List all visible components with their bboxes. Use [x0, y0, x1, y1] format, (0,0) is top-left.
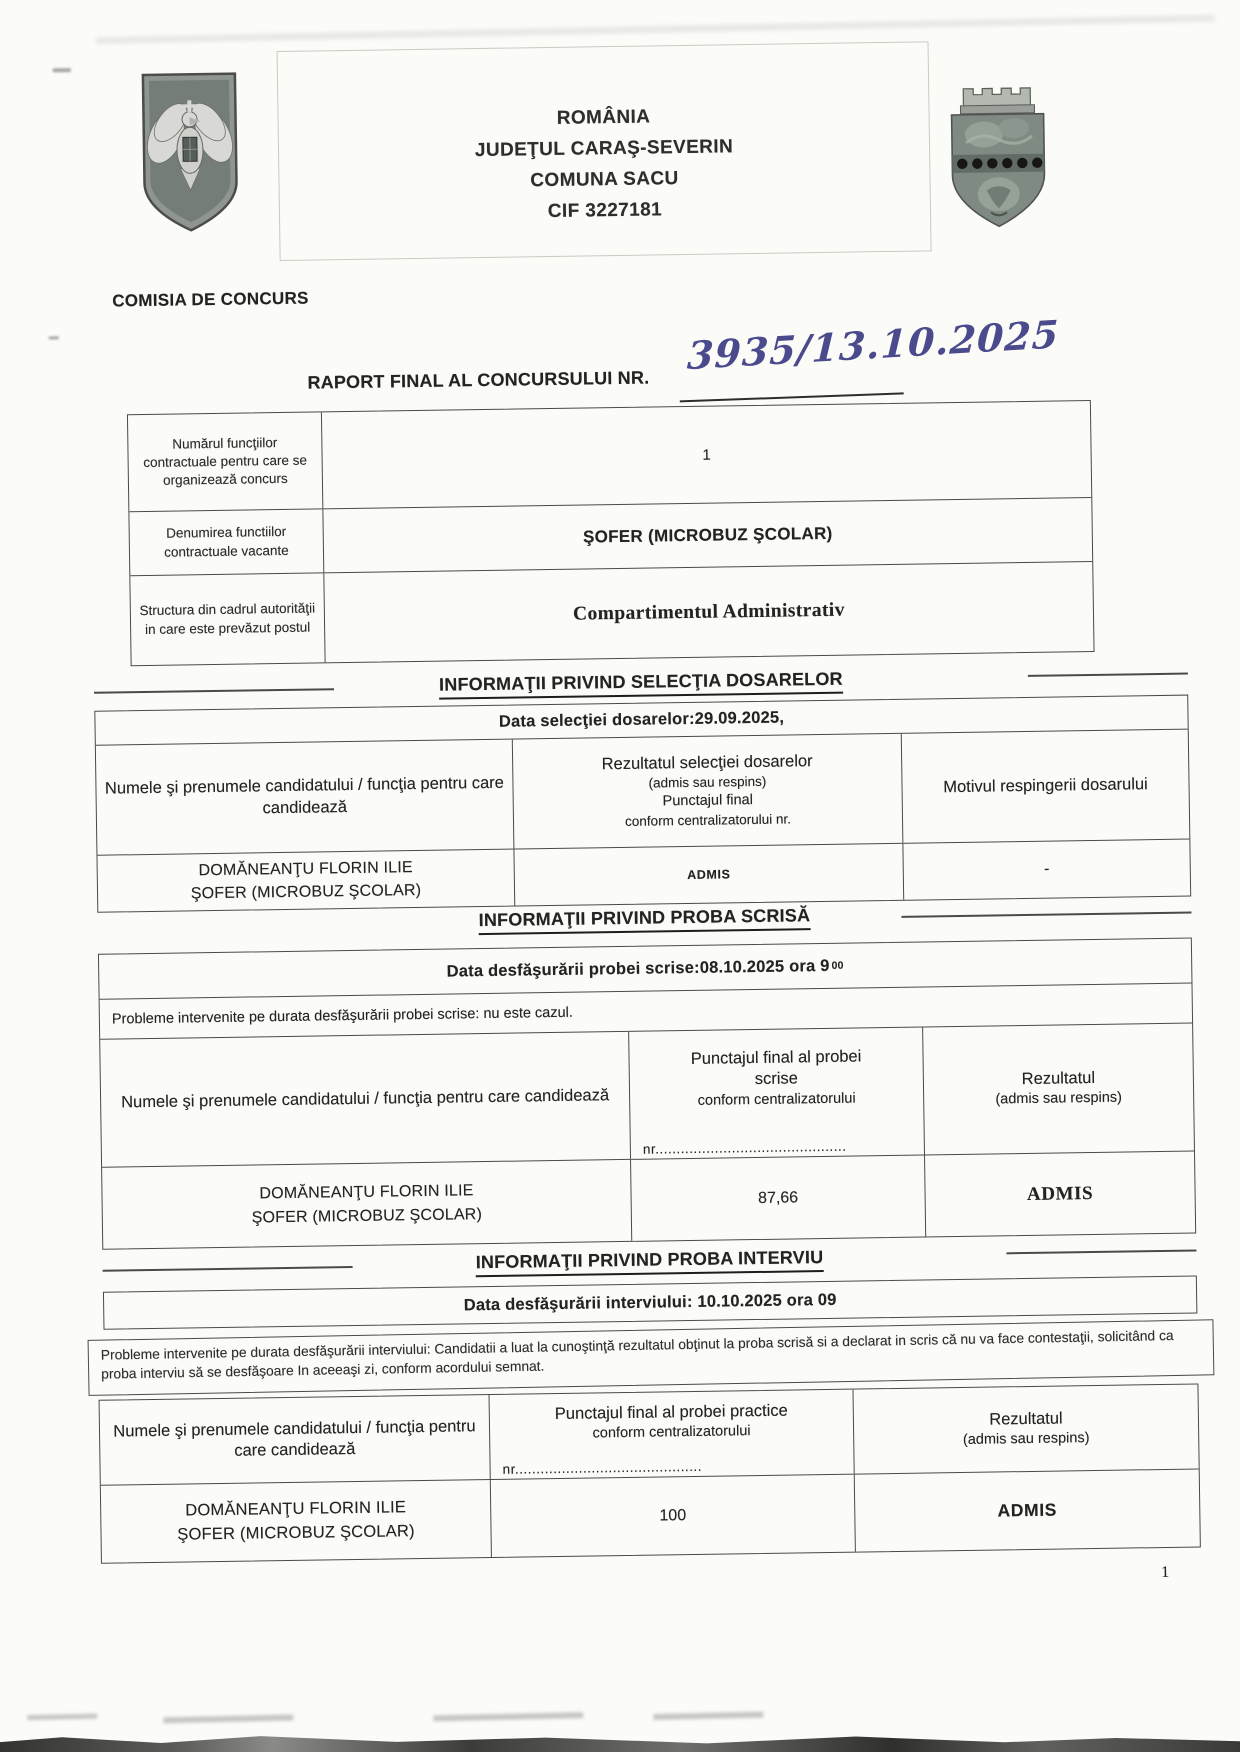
- col-nr-dots: nr............................................: [502, 1458, 703, 1477]
- summary-label-job: Denumirea functiilor contractuale vacante: [164, 524, 289, 560]
- selection-date: Data selecţiei dosarelor:29.09.2025,: [498, 708, 785, 731]
- col-line: scrise: [754, 1069, 799, 1089]
- selection-heading-text: INFORMAŢII PRIVIND SELECŢIA DOSARELOR: [439, 669, 843, 700]
- selection-col-result: [512, 734, 903, 849]
- col-line: conform centralizatorului: [592, 1423, 751, 1442]
- summary-value-positions: 1: [321, 401, 1091, 508]
- col-line: Rezultatul: [989, 1409, 1063, 1429]
- written-table: [98, 938, 1196, 1250]
- table-row: [102, 1151, 1195, 1249]
- scan-streak: [96, 15, 1214, 43]
- written-col-score: [628, 1028, 924, 1159]
- selection-candidate-cell: [97, 850, 514, 912]
- interview-problems: Probleme intervenite pe durata desfăşurării interviului: Candidatii a luat la cunoştinţă rezultatul obţinut la proba scrisă si a declarat in scris că nu va face contestaţii, solicitând ca proba interviu să se desfăşoare In aceeaşi zi, conform acordului semnat.: [88, 1319, 1215, 1396]
- table-header-row: [100, 1384, 1199, 1484]
- table-row: [101, 1468, 1200, 1562]
- written-date-superscript: 00: [831, 959, 844, 972]
- selection-result: ADMIS: [513, 844, 903, 906]
- table-row: [128, 401, 1091, 511]
- scan-speck: [53, 68, 71, 72]
- col-nr-dots: nr.............................................: [642, 1138, 847, 1157]
- interview-candidate-cell: [101, 1480, 491, 1563]
- written-date-text: Data desfăşurării probei scrise:08.10.2025 ora 9: [446, 956, 830, 981]
- summary-value-structure: Compartimentul Administrativ: [323, 562, 1093, 662]
- summary-value-job: ŞOFER (MICROBUZ ŞCOLAR): [322, 498, 1092, 572]
- interview-table: [99, 1383, 1201, 1563]
- interview-heading-text: INFORMAŢII PRIVIND PROBA INTERVIU: [476, 1247, 824, 1277]
- col-line: conform centralizatorului: [697, 1090, 856, 1109]
- selection-col-reason: Motivul respingerii dosarului: [901, 730, 1190, 843]
- candidate-role: ŞOFER (MICROBUZ ŞCOLAR): [190, 881, 422, 903]
- col-line: conform centralizatorului nr.: [624, 811, 792, 829]
- written-problems: Probleme intervenite pe durata desfăşurării probei scrise: nu este cazul.: [111, 1004, 573, 1028]
- written-candidate-cell: [102, 1160, 631, 1249]
- interview-score: 100: [490, 1475, 855, 1557]
- interview-result: ADMIS: [854, 1469, 1200, 1551]
- table-header-row: [96, 729, 1190, 855]
- col-line: Punctajul final: [662, 792, 753, 810]
- header-county: JUDEŢUL CARAŞ-SEVERIN: [474, 135, 734, 161]
- scan-smudge: [163, 1714, 293, 1723]
- table-header-row: [100, 1023, 1194, 1167]
- selection-col-candidate: Numele şi prenumele candidatului / funcţia pentru care candidează: [104, 773, 505, 817]
- candidate-name: DOMĂNEANŢU FLORIN ILIE: [185, 1497, 407, 1520]
- selection-table: [94, 695, 1191, 913]
- summary-label-positions: Numărul funcţiilor contractuale pentru care se organizează concurs: [143, 434, 308, 488]
- scan-speck: [49, 336, 59, 339]
- col-line: Punctajul final al probei practice: [554, 1401, 788, 1424]
- interview-heading: [102, 1241, 1196, 1282]
- report-number-handwritten: 3935/13.10.2025: [686, 311, 1061, 379]
- summary-label-structure: Structura din cadrul autorităţii in care este prevăzut postul: [139, 600, 316, 637]
- scan-smudge: [433, 1712, 583, 1721]
- written-heading-text: INFORMAŢII PRIVIND PROBA SCRISĂ: [479, 905, 811, 935]
- report-number-underline: [680, 392, 904, 402]
- interview-col-score: [489, 1390, 854, 1479]
- interview-col-result: [852, 1384, 1198, 1473]
- summary-table: [127, 400, 1095, 666]
- romanian-coat-of-arms-icon: [137, 70, 243, 236]
- col-line: Punctajul final al probei: [690, 1047, 862, 1068]
- interview-col-candidate: Numele şi prenumele candidatului / funcţia pentru care candidează: [113, 1416, 476, 1460]
- scan-smudge: [653, 1712, 763, 1720]
- col-line: (admis sau respins): [648, 774, 767, 791]
- col-line: Rezultatul: [1021, 1068, 1096, 1089]
- header-commune: COMUNA SACU: [530, 167, 679, 191]
- header-country: ROMÂNIA: [556, 105, 651, 129]
- commission-label: COMISIA DE CONCURS: [112, 288, 309, 311]
- written-result: ADMIS: [924, 1152, 1195, 1237]
- interview-date: Data desfăşurării interviului: 10.10.2025 ora 09: [463, 1290, 837, 1314]
- report-title: RAPORT FINAL AL CONCURSULUI NR.: [307, 367, 650, 393]
- col-line: (admis sau respins): [962, 1430, 1090, 1448]
- candidate-name: DOMĂNEANŢU FLORIN ILIE: [259, 1182, 474, 1203]
- institution-header: [277, 41, 932, 261]
- col-line: (admis sau respins): [995, 1090, 1123, 1108]
- scan-smudge: [27, 1714, 97, 1721]
- header-cif: CIF 3227181: [547, 198, 663, 222]
- written-col-candidate: Numele şi prenumele candidatului / funcţia pentru care candidează: [121, 1085, 610, 1112]
- table-row: [130, 561, 1093, 665]
- candidate-role: ŞOFER (MICROBUZ ŞCOLAR): [251, 1205, 483, 1227]
- written-score: 87,66: [630, 1156, 925, 1241]
- page-number: 1: [1161, 1563, 1170, 1582]
- col-line: Rezultatul selecţiei dosarelor: [601, 751, 813, 774]
- sacu-commune-crest-icon: [941, 77, 1055, 237]
- candidate-name: DOMĂNEANŢU FLORIN ILIE: [198, 858, 413, 880]
- selection-reason: -: [902, 840, 1190, 900]
- written-col-result: [922, 1024, 1194, 1155]
- candidate-role: ŞOFER (MICROBUZ ŞCOLAR): [177, 1521, 415, 1544]
